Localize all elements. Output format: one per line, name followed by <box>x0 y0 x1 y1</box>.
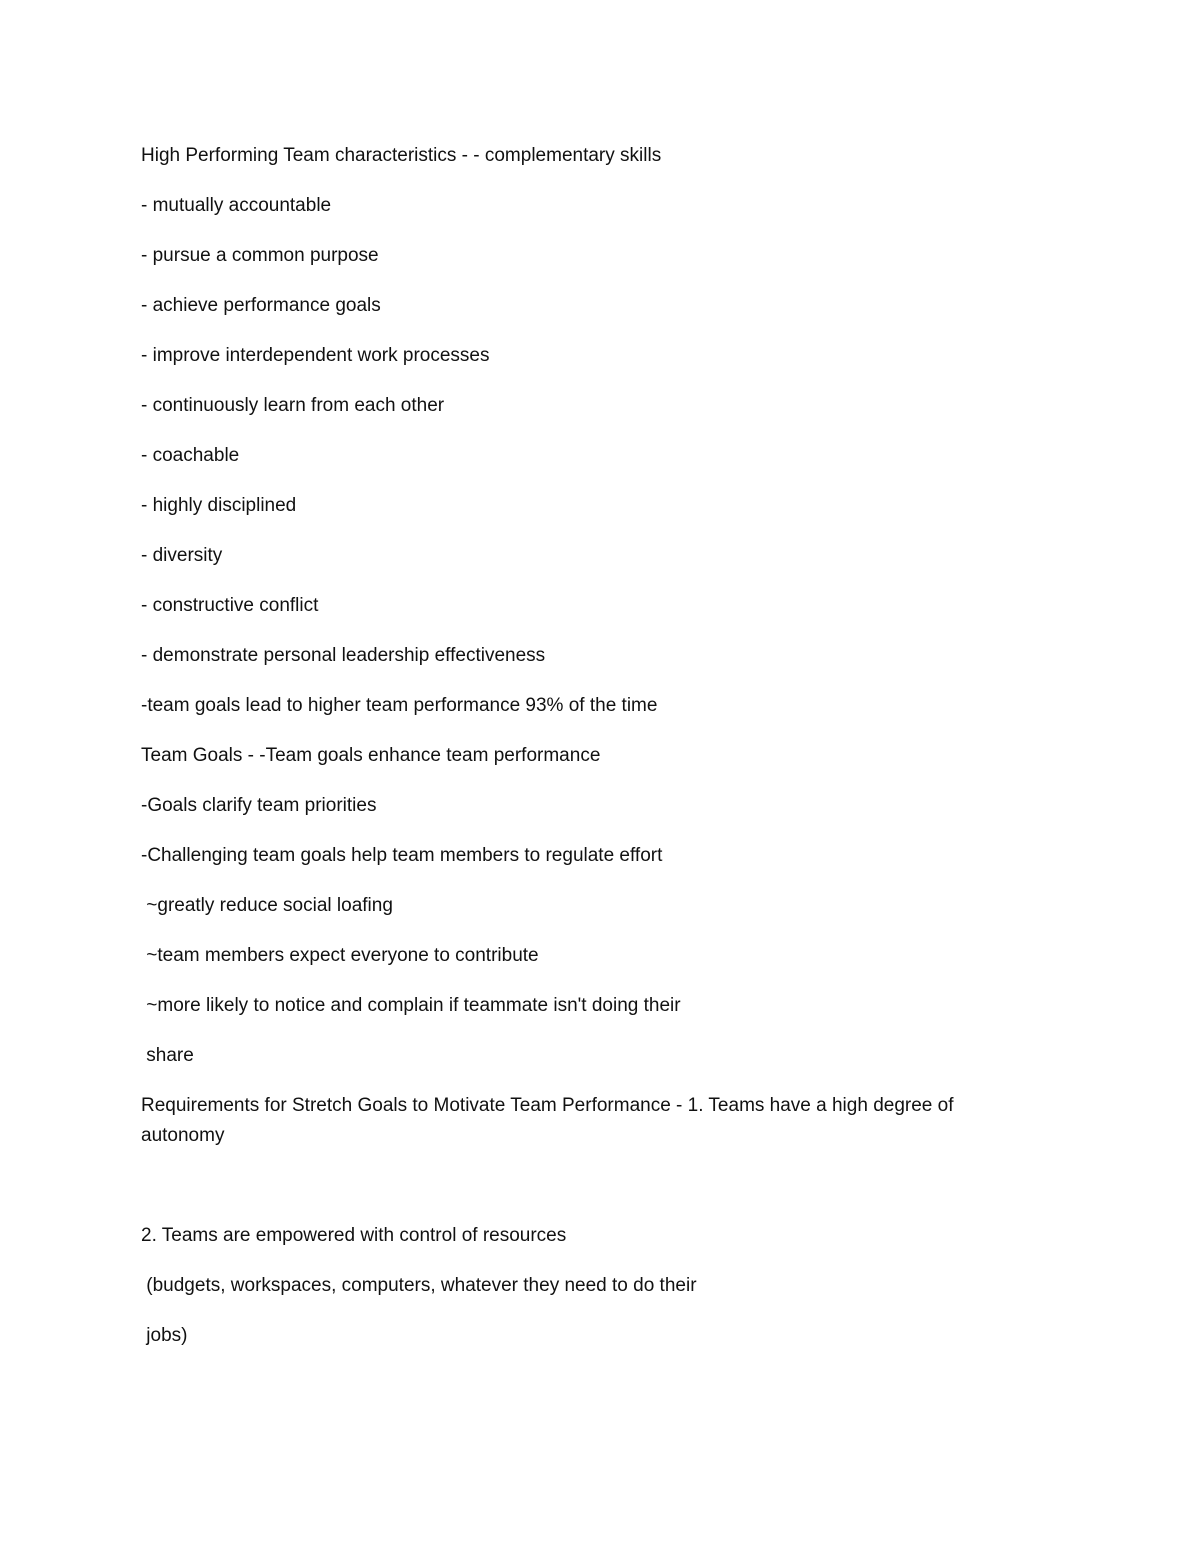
numbered-item-detail: (budgets, workspaces, computers, whatever they need to do their <box>141 1275 697 1296</box>
list-item: - highly disciplined <box>141 495 297 516</box>
list-item: - improve interdependent work processes <box>141 345 490 366</box>
list-item: -team goals lead to higher team performance 93% of the time <box>141 695 658 716</box>
numbered-item: 2. Teams are empowered with control of resources <box>141 1225 567 1246</box>
list-item: - coachable <box>141 445 240 466</box>
list-item: -Challenging team goals help team members to regulate effort <box>141 845 663 866</box>
numbered-item-detail-continuation: jobs) <box>141 1325 188 1346</box>
sub-list-item-continuation: share <box>141 1045 194 1066</box>
list-item: - constructive conflict <box>141 595 319 616</box>
heading-high-performing-team: High Performing Team characteristics - - complementary skills <box>141 145 662 166</box>
list-item: -Goals clarify team priorities <box>141 795 377 816</box>
document-body <box>141 141 1041 1371</box>
list-item: - mutually accountable <box>141 195 332 216</box>
sub-list-item: ~more likely to notice and complain if teammate isn't doing their <box>141 995 681 1016</box>
sub-list-item: ~team members expect everyone to contribute <box>141 945 539 966</box>
heading-stretch-goals-requirements: Requirements for Stretch Goals to Motivate Team Performance - 1. Teams have a high degree of autonomy <box>141 1095 954 1146</box>
sub-list-item: ~greatly reduce social loafing <box>141 895 393 916</box>
list-item: - continuously learn from each other <box>141 395 445 416</box>
list-item: - pursue a common purpose <box>141 245 379 266</box>
list-item: - demonstrate personal leadership effectiveness <box>141 645 546 666</box>
heading-team-goals: Team Goals - -Team goals enhance team performance <box>141 745 601 766</box>
list-item: - diversity <box>141 545 223 566</box>
list-item: - achieve performance goals <box>141 295 381 316</box>
